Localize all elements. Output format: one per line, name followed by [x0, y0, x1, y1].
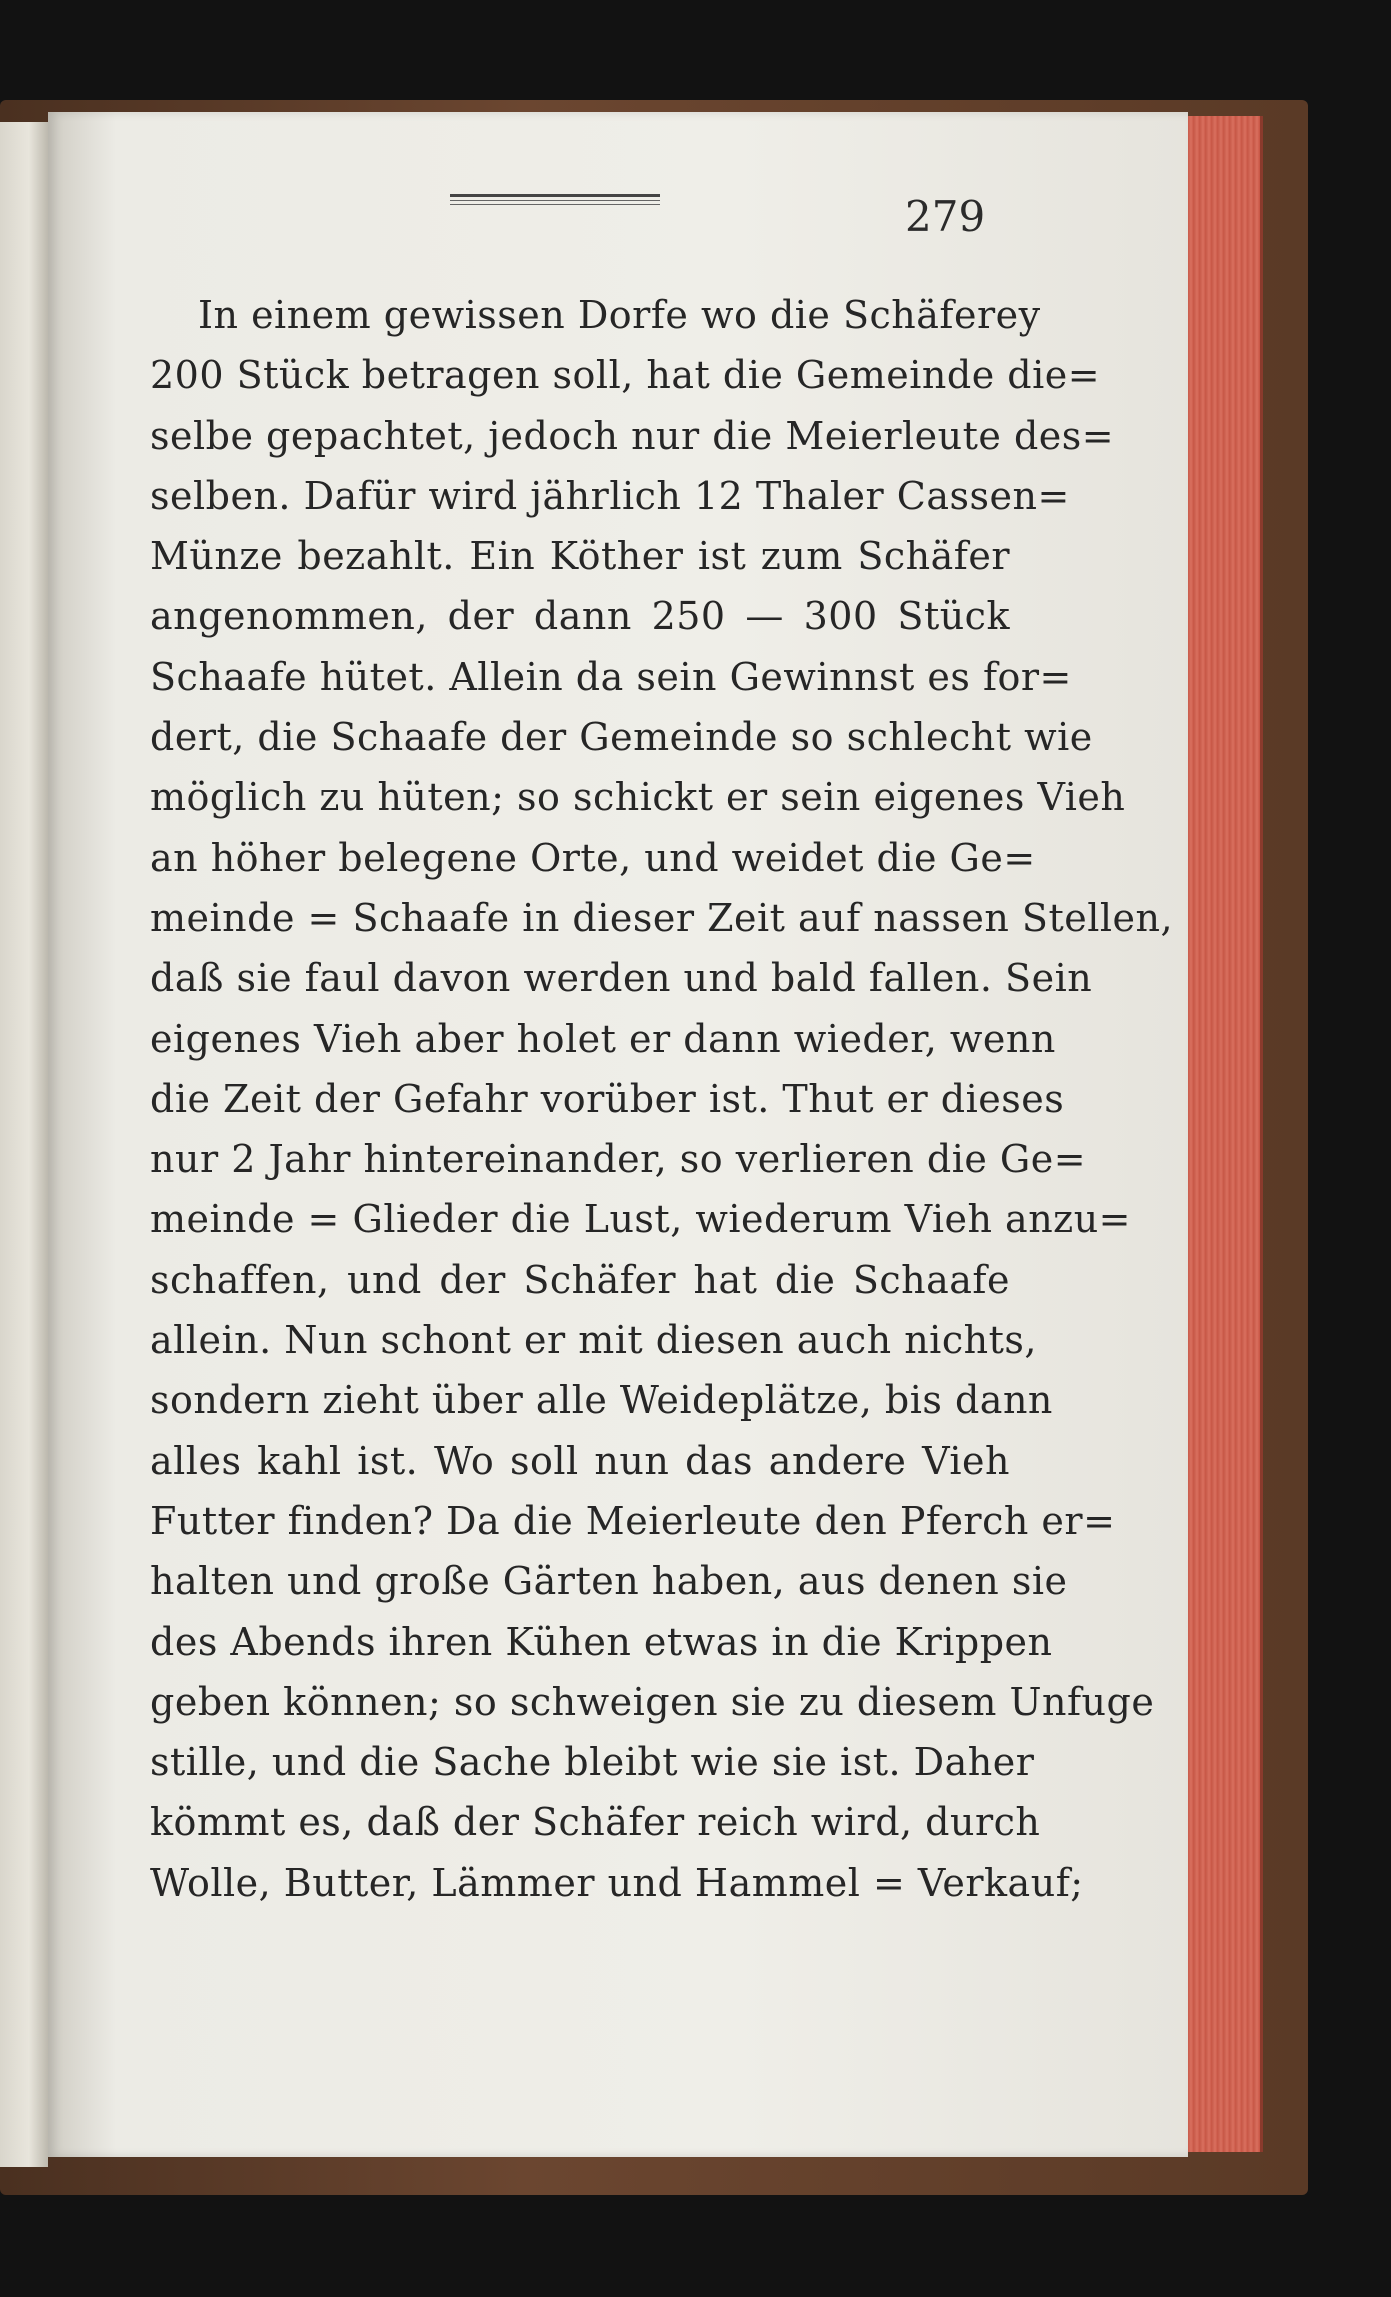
- text-line: Wolle, Butter, Lämmer und Hammel = Verkauf;: [150, 1860, 1084, 1905]
- text-line: meinde = Schaafe in dieser Zeit auf nassen Stellen,: [150, 895, 1174, 940]
- text-line: Münze bezahlt. Ein Köther ist zum Schäfer: [150, 534, 1010, 579]
- text-line: allein. Nun schont er mit diesen auch nichts,: [150, 1318, 1037, 1363]
- body-text: [150, 285, 1174, 1913]
- text-line: meinde = Glieder die Lust, wiederum Vieh anzu=: [150, 1197, 1132, 1242]
- text-line: des Abends ihren Kühen etwas in die Krippen: [150, 1619, 1053, 1664]
- text-line: sondern zieht über alle Weideplätze, bis dann: [150, 1378, 1053, 1423]
- text-line: selben. Dafür wird jährlich 12 Thaler Cassen=: [150, 473, 1070, 518]
- text-line: alles kahl ist. Wo soll nun das andere Vieh: [150, 1438, 1010, 1483]
- page-edges-red: [1188, 116, 1263, 2152]
- text-line: dert, die Schaafe der Gemeinde so schlecht wie: [150, 715, 1093, 760]
- text-line: geben können; so schweigen sie zu diesem Unfuge: [150, 1679, 1155, 1724]
- text-line: kömmt es, daß der Schäfer reich wird, durch: [150, 1800, 1041, 1845]
- text-line: selbe gepachtet, jedoch nur die Meierleute des=: [150, 413, 1115, 458]
- text-line: daß sie faul davon werden und bald fallen. Sein: [150, 956, 1093, 1001]
- text-line: eigenes Vieh aber holet er dann wieder, wenn: [150, 1016, 1056, 1061]
- facing-page-edge: [0, 122, 48, 2167]
- text-line: die Zeit der Gefahr vorüber ist. Thut er dieses: [150, 1076, 1065, 1121]
- text-line: halten und große Gärten haben, aus denen sie: [150, 1559, 1068, 1604]
- text-line: 200 Stück betragen soll, hat die Gemeinde die=: [150, 353, 1101, 398]
- text-line: In einem gewissen Dorfe wo die Schäferey: [198, 293, 1041, 337]
- text-line: angenommen, der dann 250 — 300 Stück: [150, 594, 1010, 639]
- text-line: nur 2 Jahr hintereinander, so verlieren die Ge=: [150, 1137, 1087, 1182]
- text-line: stille, und die Sache bleibt wie sie ist. Daher: [150, 1740, 1035, 1785]
- text-line: schaffen, und der Schäfer hat die Schaafe: [150, 1257, 1010, 1302]
- header-rule: [450, 194, 660, 208]
- text-line: an höher belegene Orte, und weidet die Ge=: [150, 835, 1036, 880]
- text-line: möglich zu hüten; so schickt er sein eigenes Vieh: [150, 775, 1126, 820]
- text-line: Schaafe hütet. Allein da sein Gewinnst es for=: [150, 654, 1072, 699]
- page-number: 279: [905, 192, 986, 241]
- text-line: Futter finden? Da die Meierleute den Pferch er=: [150, 1498, 1116, 1543]
